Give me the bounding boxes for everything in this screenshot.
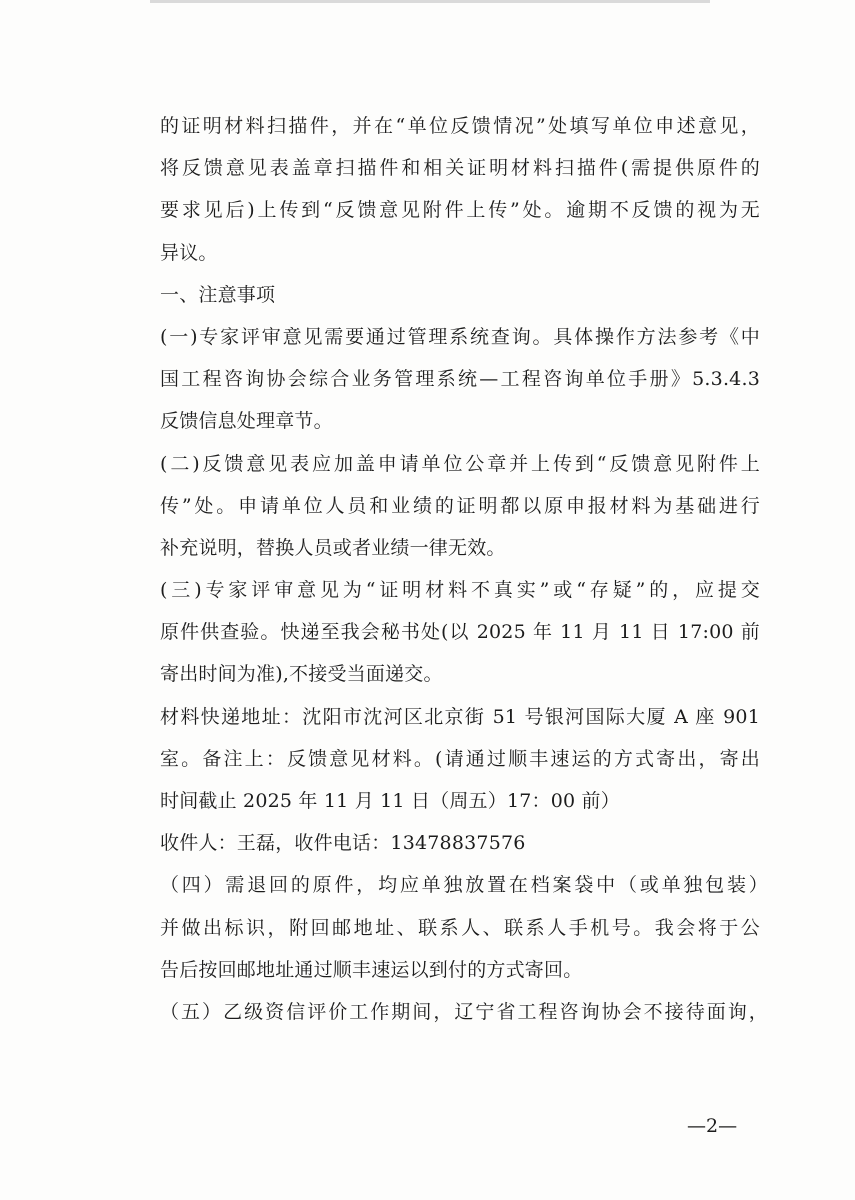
paragraph-line: 传”处。申请单位人员和业绩的证明都以原申报材料为基础进行 (160, 494, 760, 517)
paragraph-line: 补充说明，替换人员或者业绩一律无效。 (160, 536, 506, 559)
scan-top-edge (150, 0, 710, 3)
paragraph-line: 告后按回邮地址通过顺丰速运以到付的方式寄回。 (160, 958, 583, 981)
paragraph-line: （四）需退回的原件，均应单独放置在档案袋中（或单独包装） (160, 874, 768, 897)
address-line: 材料快递地址：沈阳市沈河区北京街 51 号银河国际大厦 A 座 901 (160, 705, 760, 728)
paragraph-line: 要求见后)上传到“反馈意见附件上传”处。逾期不反馈的视为无 (160, 199, 760, 222)
recipient-line: 收件人：王磊，收件电话：13478837576 (160, 832, 526, 855)
paragraph-line: 的证明材料扫描件，并在“单位反馈情况”处填写单位申述意见， (160, 115, 760, 137)
paragraph-line: (二)反馈意见表应加盖申请单位公章并上传到“反馈意见附件上 (160, 452, 760, 475)
paragraph-line: (一)专家评审意见需要通过管理系统查询。具体操作方法参考《中 (160, 325, 760, 348)
paragraph-line: 反馈信息处理章节。 (160, 410, 333, 433)
address-line: 室。备注上：反馈意见材料。(请通过顺丰速运的方式寄出，寄出 (160, 747, 760, 770)
address-line: 时间截止 2025 年 11 月 11 日（周五）17：00 前） (160, 790, 620, 812)
paragraph-line: 原件供查验。快递至我会秘书处(以 2025 年 11 月 11 日 17:00 前 (160, 621, 760, 644)
paragraph-line: 异议。 (160, 241, 218, 264)
document-body (160, 105, 768, 1033)
paragraph-line: 将反馈意见表盖章扫描件和相关证明材料扫描件(需提供原件的 (160, 157, 760, 180)
paragraph-line: 寄出时间为准),不接受当面递交。 (160, 663, 443, 686)
paragraph-line: (三)专家评审意见为“证明材料不真实”或“存疑”的，应提交 (160, 579, 760, 602)
paragraph-line: 并做出标识，附回邮地址、联系人、联系人手机号。我会将于公 (160, 916, 760, 939)
paragraph-line: （五）乙级资信评价工作期间，辽宁省工程咨询协会不接待面询， (160, 1000, 768, 1023)
section-heading: 一、注意事项 (160, 283, 276, 306)
paragraph-line: 国工程咨询协会综合业务管理系统—工程咨询单位手册》5.3.4.3 (160, 368, 760, 391)
page-number: —2— (687, 1115, 738, 1137)
